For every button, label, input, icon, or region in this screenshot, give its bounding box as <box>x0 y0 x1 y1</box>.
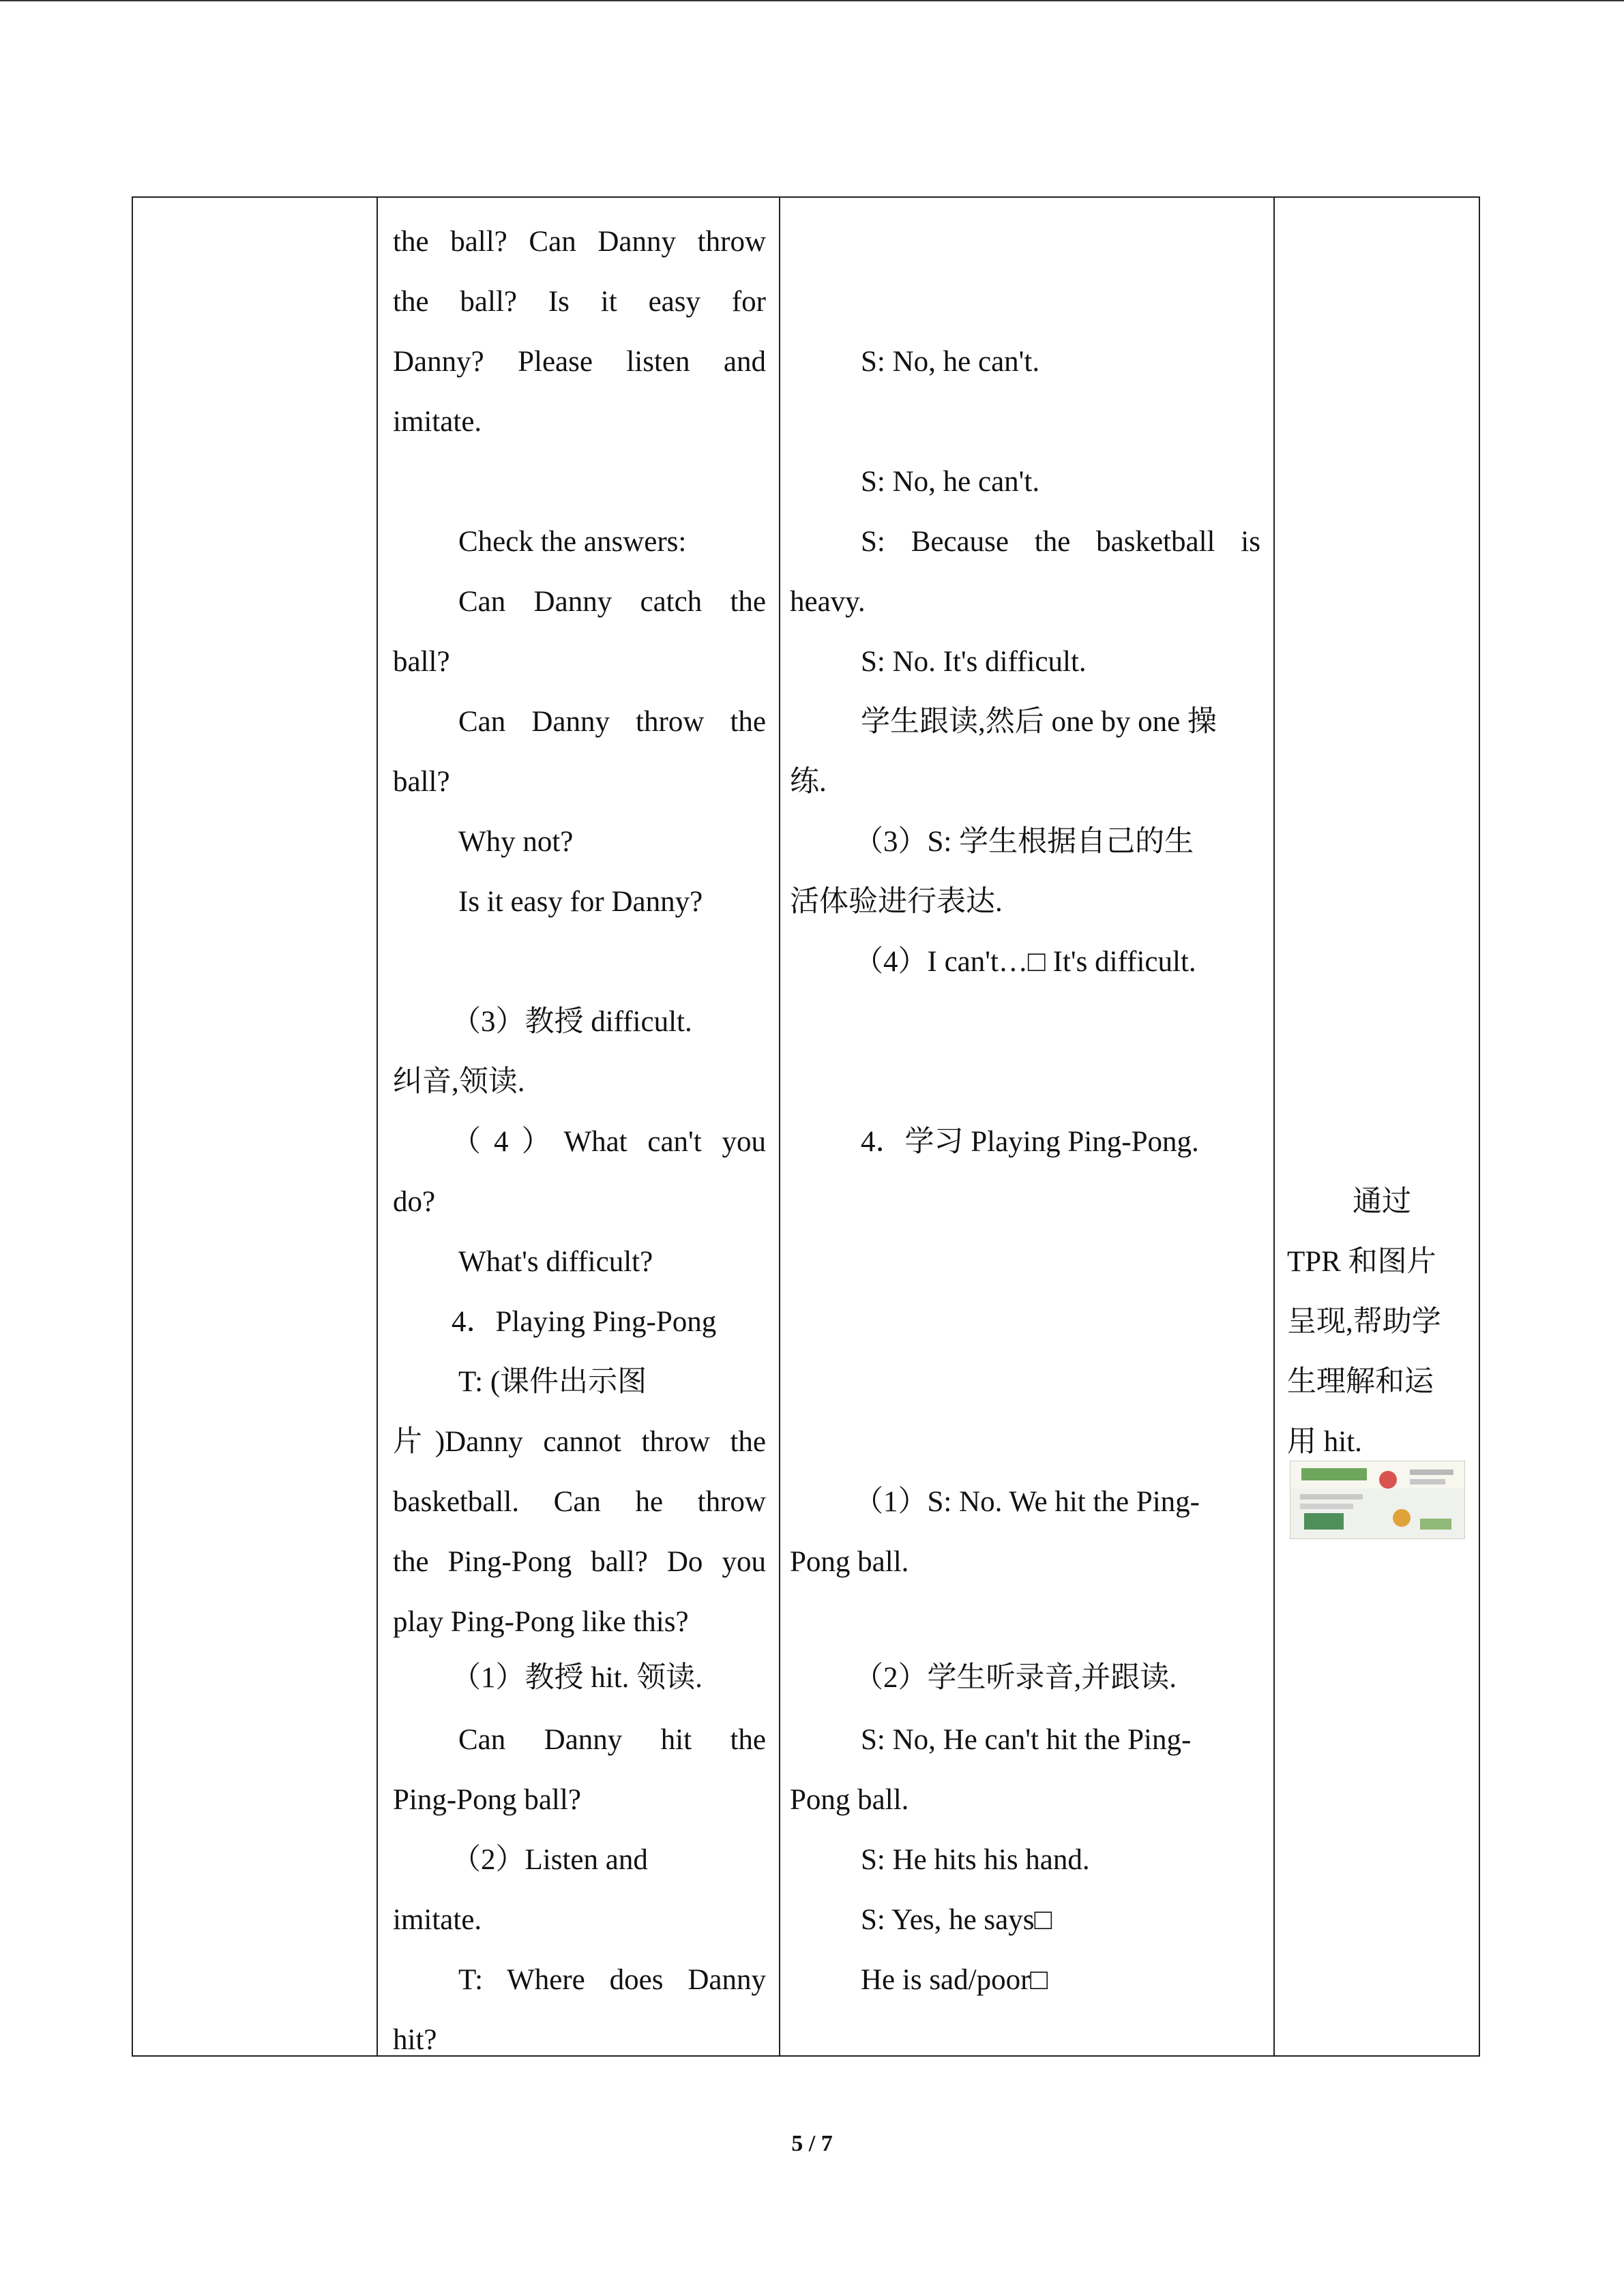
teacher-line: imitate. <box>393 1904 482 1936</box>
intent-line: 生理解和运 <box>1287 1366 1434 1398</box>
teacher-activity-cell <box>378 198 779 2055</box>
teacher-line: （2）Listen and <box>452 1844 648 1876</box>
student-line: （1）S: No. We hit the Ping- <box>854 1486 1200 1518</box>
student-line: 练. <box>790 766 827 798</box>
design-intent-cell <box>1275 198 1480 2055</box>
intent-line: 通过 <box>1353 1186 1411 1218</box>
teacher-line: ball? <box>393 646 450 678</box>
teacher-line: do? <box>393 1186 436 1218</box>
teacher-line: 4．Playing Ping-Pong <box>452 1306 717 1338</box>
student-line: S: No, he can't. <box>861 346 1040 378</box>
teacher-line: the ball? Is it easy for <box>393 286 766 318</box>
page-number: 5 / 7 <box>791 2131 833 2156</box>
student-line: 学生跟读,然后 one by one 操 <box>861 706 1217 738</box>
teacher-line: Is it easy for Danny? <box>458 886 703 918</box>
teacher-line: the ball? Can Danny throw <box>393 226 766 258</box>
student-line: Pong ball. <box>790 1784 909 1816</box>
teacher-line: the Ping-Pong ball? Do you <box>393 1546 766 1578</box>
teacher-line: Why not? <box>458 826 574 858</box>
teacher-line: hit? <box>393 2024 437 2056</box>
intent-line: TPR 和图片 <box>1287 1246 1436 1278</box>
teacher-line: Can Danny catch the <box>458 586 766 618</box>
student-line: （2）学生听录音,并跟读. <box>854 1662 1177 1694</box>
student-line: S: He hits his hand. <box>861 1844 1090 1876</box>
student-line: heavy. <box>790 586 866 618</box>
teacher-line: basketball. Can he throw <box>393 1486 766 1518</box>
page-top-rule <box>0 0 1624 1</box>
teacher-line: Check the answers: <box>458 526 687 558</box>
intent-line: 用 hit. <box>1287 1426 1362 1458</box>
teacher-line: imitate. <box>393 406 482 438</box>
teacher-line: T: (课件出示图 <box>458 1366 647 1398</box>
student-line: 4．学习 Playing Ping-Pong. <box>861 1126 1199 1158</box>
intent-line: 呈现,帮助学 <box>1287 1306 1441 1338</box>
student-line: S: Yes, he says□ <box>861 1904 1052 1936</box>
teacher-line: （3）教授 difficult. <box>452 1006 692 1038</box>
student-line: S: No, He can't hit the Ping- <box>861 1724 1192 1756</box>
student-line: （3）S: 学生根据自己的生 <box>854 826 1194 858</box>
teacher-line: （4）What can't you <box>452 1126 766 1158</box>
teacher-line: Can Danny hit the <box>458 1724 766 1756</box>
student-line: （4）I can't…□ It's difficult. <box>854 946 1196 978</box>
teacher-line: Can Danny throw the <box>458 706 766 738</box>
student-line: S: Because the basketball is <box>861 526 1260 558</box>
teacher-line: ball? <box>393 766 450 798</box>
student-line: 活体验进行表达. <box>790 886 1003 918</box>
student-line: S: No, he can't. <box>861 466 1040 498</box>
teacher-line: play Ping-Pong like this? <box>393 1606 689 1638</box>
teacher-line: 纠音,领读. <box>393 1066 525 1098</box>
lesson-plan-table <box>132 196 1480 2057</box>
student-line: S: No. It's difficult. <box>861 646 1087 678</box>
teacher-line: T: Where does Danny <box>458 1964 766 1996</box>
teacher-line: Ping-Pong ball? <box>393 1784 581 1816</box>
stage-column-cell <box>133 198 377 2055</box>
student-line: Pong ball. <box>790 1546 909 1578</box>
teacher-line: What's difficult? <box>458 1246 653 1278</box>
teacher-line: Danny? Please listen and <box>393 346 766 378</box>
textbook-illustration-image <box>1290 1461 1465 1539</box>
teacher-line: （1）教授 hit. 领读. <box>452 1662 703 1694</box>
student-activity-cell <box>780 198 1273 2055</box>
teacher-line: 片)Danny cannot throw the <box>393 1426 766 1458</box>
student-line: He is sad/poor□ <box>861 1964 1048 1996</box>
